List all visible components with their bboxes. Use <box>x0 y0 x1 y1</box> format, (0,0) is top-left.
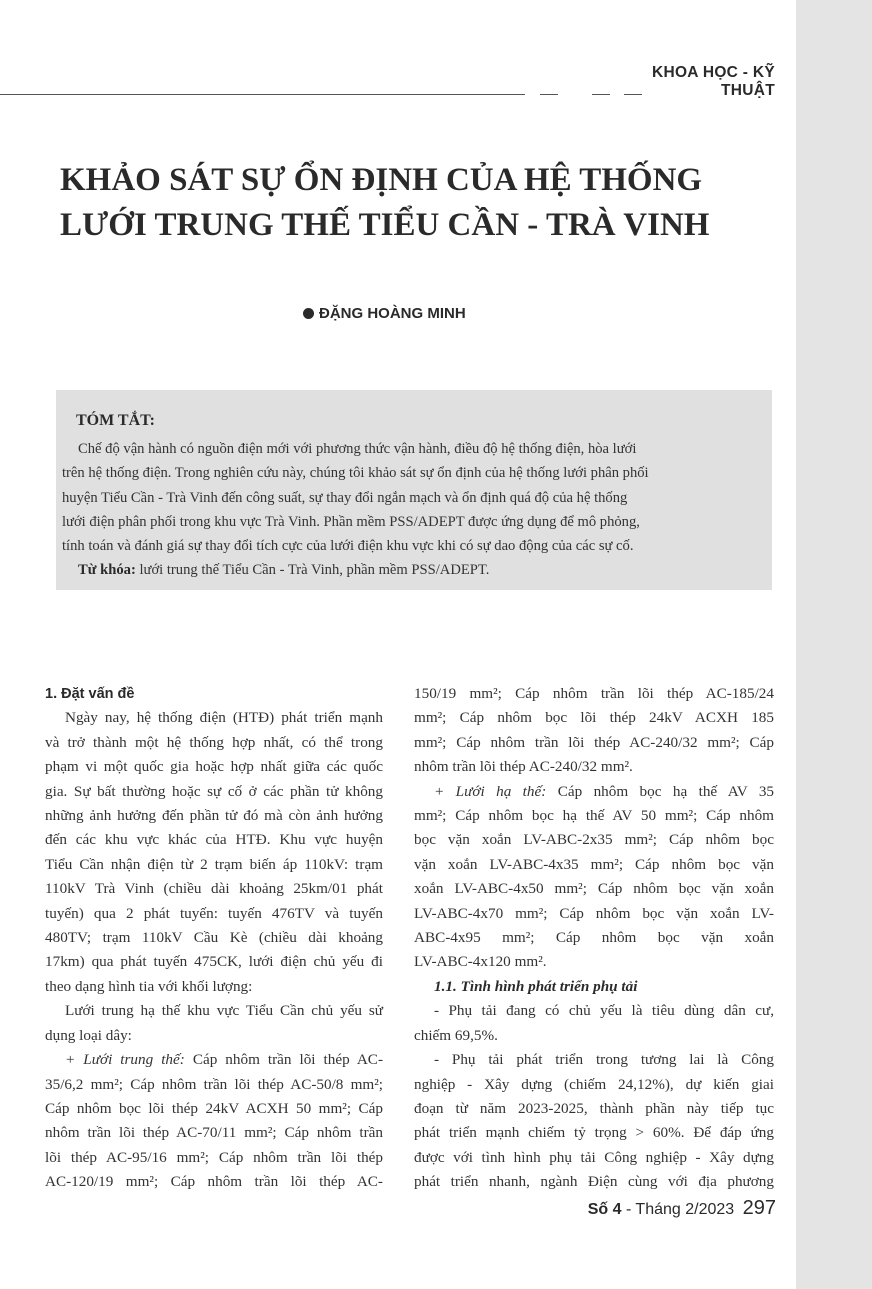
abstract-line: lưới điện phân phối trong khu vực Trà Vinh. Phần mềm PSS/ADEPT được ứng dụng để mô phỏng, <box>62 513 640 530</box>
header-dash <box>540 94 558 95</box>
left-column <box>45 682 383 1195</box>
body-line: theo dạng hình tia với khối lượng: <box>45 977 253 995</box>
keywords-label: Từ khóa: <box>78 562 136 579</box>
body-line <box>45 1048 383 1072</box>
body-line: mm²; Cáp nhôm bọc lõi thép 24kV ACXH 185 <box>414 709 774 727</box>
abstract-line: huyện Tiểu Cần - Trà Vinh đến công suất, sự thay đổi ngắn mạch và ổn định quá độ của hệ thống <box>62 489 628 506</box>
body-line: 150/19 mm²; Cáp nhôm trần lõi thép AC-185/24 <box>414 685 774 702</box>
author-name: ĐẶNG HOÀNG MINH <box>319 305 466 322</box>
author <box>303 305 466 322</box>
body-line: Cáp nhôm bọc lõi thép 24kV ACXH 50 mm²; Cáp <box>45 1099 383 1117</box>
body-line: 480TV; trạm 110kV Cầu Kè (chiều dài khoảng <box>45 929 383 947</box>
body-line: Tiểu Cần nhận điện từ 2 trạm biến áp 110kV: trạm <box>45 855 383 873</box>
body-line: phát triển nhanh, ngành Điện cùng với địa phương <box>414 1173 774 1191</box>
right-column <box>414 682 774 1195</box>
body-line: LV-ABC-4x120 mm². <box>414 953 547 971</box>
issue-date: - Tháng 2/2023 <box>625 1201 735 1218</box>
body-line: nhôm trần lõi thép AC-70/11 mm²; Cáp nhôm trần <box>45 1124 383 1142</box>
body-line: 17km) qua phát tuyến 475CK, lưới điện chủ yếu đi <box>45 953 383 971</box>
body-line: AC-120/19 mm²; Cáp nhôm trần lõi thép AC- <box>45 1173 383 1191</box>
subsection-heading: 1.1. Tình hình phát triển phụ tải <box>434 977 638 995</box>
body-text: Cáp nhôm trần lõi thép AC- <box>192 1051 383 1069</box>
body-line: được với tình hình phụ tải Công nghiệp - Xây dựng <box>414 1148 774 1166</box>
bullet-icon <box>303 308 314 319</box>
abstract-line: Chế độ vận hành có nguồn điện mới với phương thức vận hành, điều độ hệ thống điện, hòa lưới <box>78 441 637 457</box>
body-line: - Phụ tải đang có chủ yếu là tiêu dùng dân cư, <box>434 1002 774 1020</box>
header-rule <box>0 94 525 95</box>
body-line: đoạn từ năm 2023-2025, thành phần này tiếp tục <box>414 1099 774 1117</box>
section-heading: 1. Đặt vấn đề <box>45 686 135 702</box>
body-line: nghiệp - Xây dựng (chiếm 24,12%), dự kiến giai <box>414 1075 774 1093</box>
abstract-line: tính toán và đánh giá sự thay đổi tích cực của lưới điện khu vực khi có sự dao động của các sự cố. <box>62 538 634 555</box>
body-line: dụng loại dây: <box>45 1026 132 1044</box>
body-line: xoắn LV-ABC-4x50 mm²; Cáp nhôm bọc vặn xoắn <box>414 880 774 898</box>
page-footer <box>540 1197 776 1220</box>
title-line: LƯỚI TRUNG THẾ TIỂU CẦN - TRÀ VINH <box>60 207 710 243</box>
body-line: ABC-4x95 mm²; Cáp nhôm bọc vặn xoắn <box>414 929 774 947</box>
body-line: mm²; Cáp nhôm trần lõi thép AC-240/32 mm²; Cáp <box>414 733 774 751</box>
keywords-text: lưới trung thế Tiểu Cần - Trà Vinh, phần mềm PSS/ADEPT. <box>139 562 490 579</box>
abstract-body <box>62 437 772 583</box>
body-line: phát triển mạnh chiếm tỷ trọng > 60%. Để đáp ứng <box>414 1124 774 1142</box>
keywords <box>62 558 772 582</box>
body-line: và trở thành một hệ thống hợp nhất, có thể trong <box>45 733 383 751</box>
body-line: LV-ABC-4x70 mm²; Cáp nhôm bọc vặn xoắn LV- <box>414 904 774 922</box>
body-text: Cáp nhôm bọc hạ thế AV 35 <box>557 782 775 800</box>
body-line: chiếm 69,5%. <box>414 1026 498 1044</box>
header-dash <box>592 94 610 95</box>
body-line: gia. Sự bất thường hoặc sự cố ở các phần tử không <box>45 782 383 800</box>
title-line: KHẢO SÁT SỰ ỔN ĐỊNH CỦA HỆ THỐNG <box>60 162 703 198</box>
issue-number: Số 4 <box>587 1201 622 1218</box>
abstract-heading: TÓM TẮT: <box>76 412 155 429</box>
body-line: Lưới trung hạ thế khu vực Tiểu Cần chủ yếu sử <box>65 1002 383 1020</box>
header-dash <box>624 94 642 95</box>
body-line <box>414 780 774 804</box>
section-label: KHOA HỌC - KỸ THUẬT <box>651 64 775 99</box>
body-line: mm²; Cáp nhôm bọc hạ thế AV 50 mm²; Cáp nhôm <box>414 807 774 825</box>
body-line: lõi thép AC-95/16 mm²; Cáp nhôm trần lõi thép <box>45 1148 383 1166</box>
body-line: - Phụ tải phát triển trong tương lai là Công <box>434 1051 774 1069</box>
body-line: Ngày nay, hệ thống điện (HTĐ) phát triển mạnh <box>65 709 383 727</box>
page-margin-strip <box>796 0 872 1289</box>
article-title <box>60 158 780 248</box>
body-line: 35/6,2 mm²; Cáp nhôm trần lõi thép AC-50/8 mm²; <box>45 1075 383 1093</box>
page-number: 297 <box>742 1197 776 1219</box>
body-line: phạm vi một quốc gia hoặc hợp nhất giữa các quốc <box>45 758 383 776</box>
abstract-line: trên hệ thống điện. Trong nghiên cứu này, chúng tôi khảo sát sự ổn định của hệ thống lưới phân phối <box>62 465 649 482</box>
body-line: 110kV Trà Vinh (chiều dài khoảng 25km/01 phát <box>45 880 383 898</box>
body-line: tuyến) qua 2 phát tuyến: tuyến 476TV và tuyến <box>45 904 383 922</box>
body-line: vặn xoắn LV-ABC-4x35 mm²; Cáp nhôm bọc vặn <box>414 855 774 873</box>
body-line: bọc vặn xoắn LV-ABC-2x35 mm²; Cáp nhôm bọc <box>414 831 774 849</box>
medium-voltage-label: + Lưới trung thế: <box>65 1051 185 1069</box>
body-line: nhôm trần lõi thép AC-240/32 mm². <box>414 758 633 776</box>
body-line: đến các khu vực khác của HTĐ. Khu vực huyện <box>45 831 383 849</box>
body-line: những ảnh hưởng đến phần tử đó mà còn ảnh hưởng <box>45 807 383 825</box>
low-voltage-label: + Lưới hạ thế: <box>434 782 547 800</box>
